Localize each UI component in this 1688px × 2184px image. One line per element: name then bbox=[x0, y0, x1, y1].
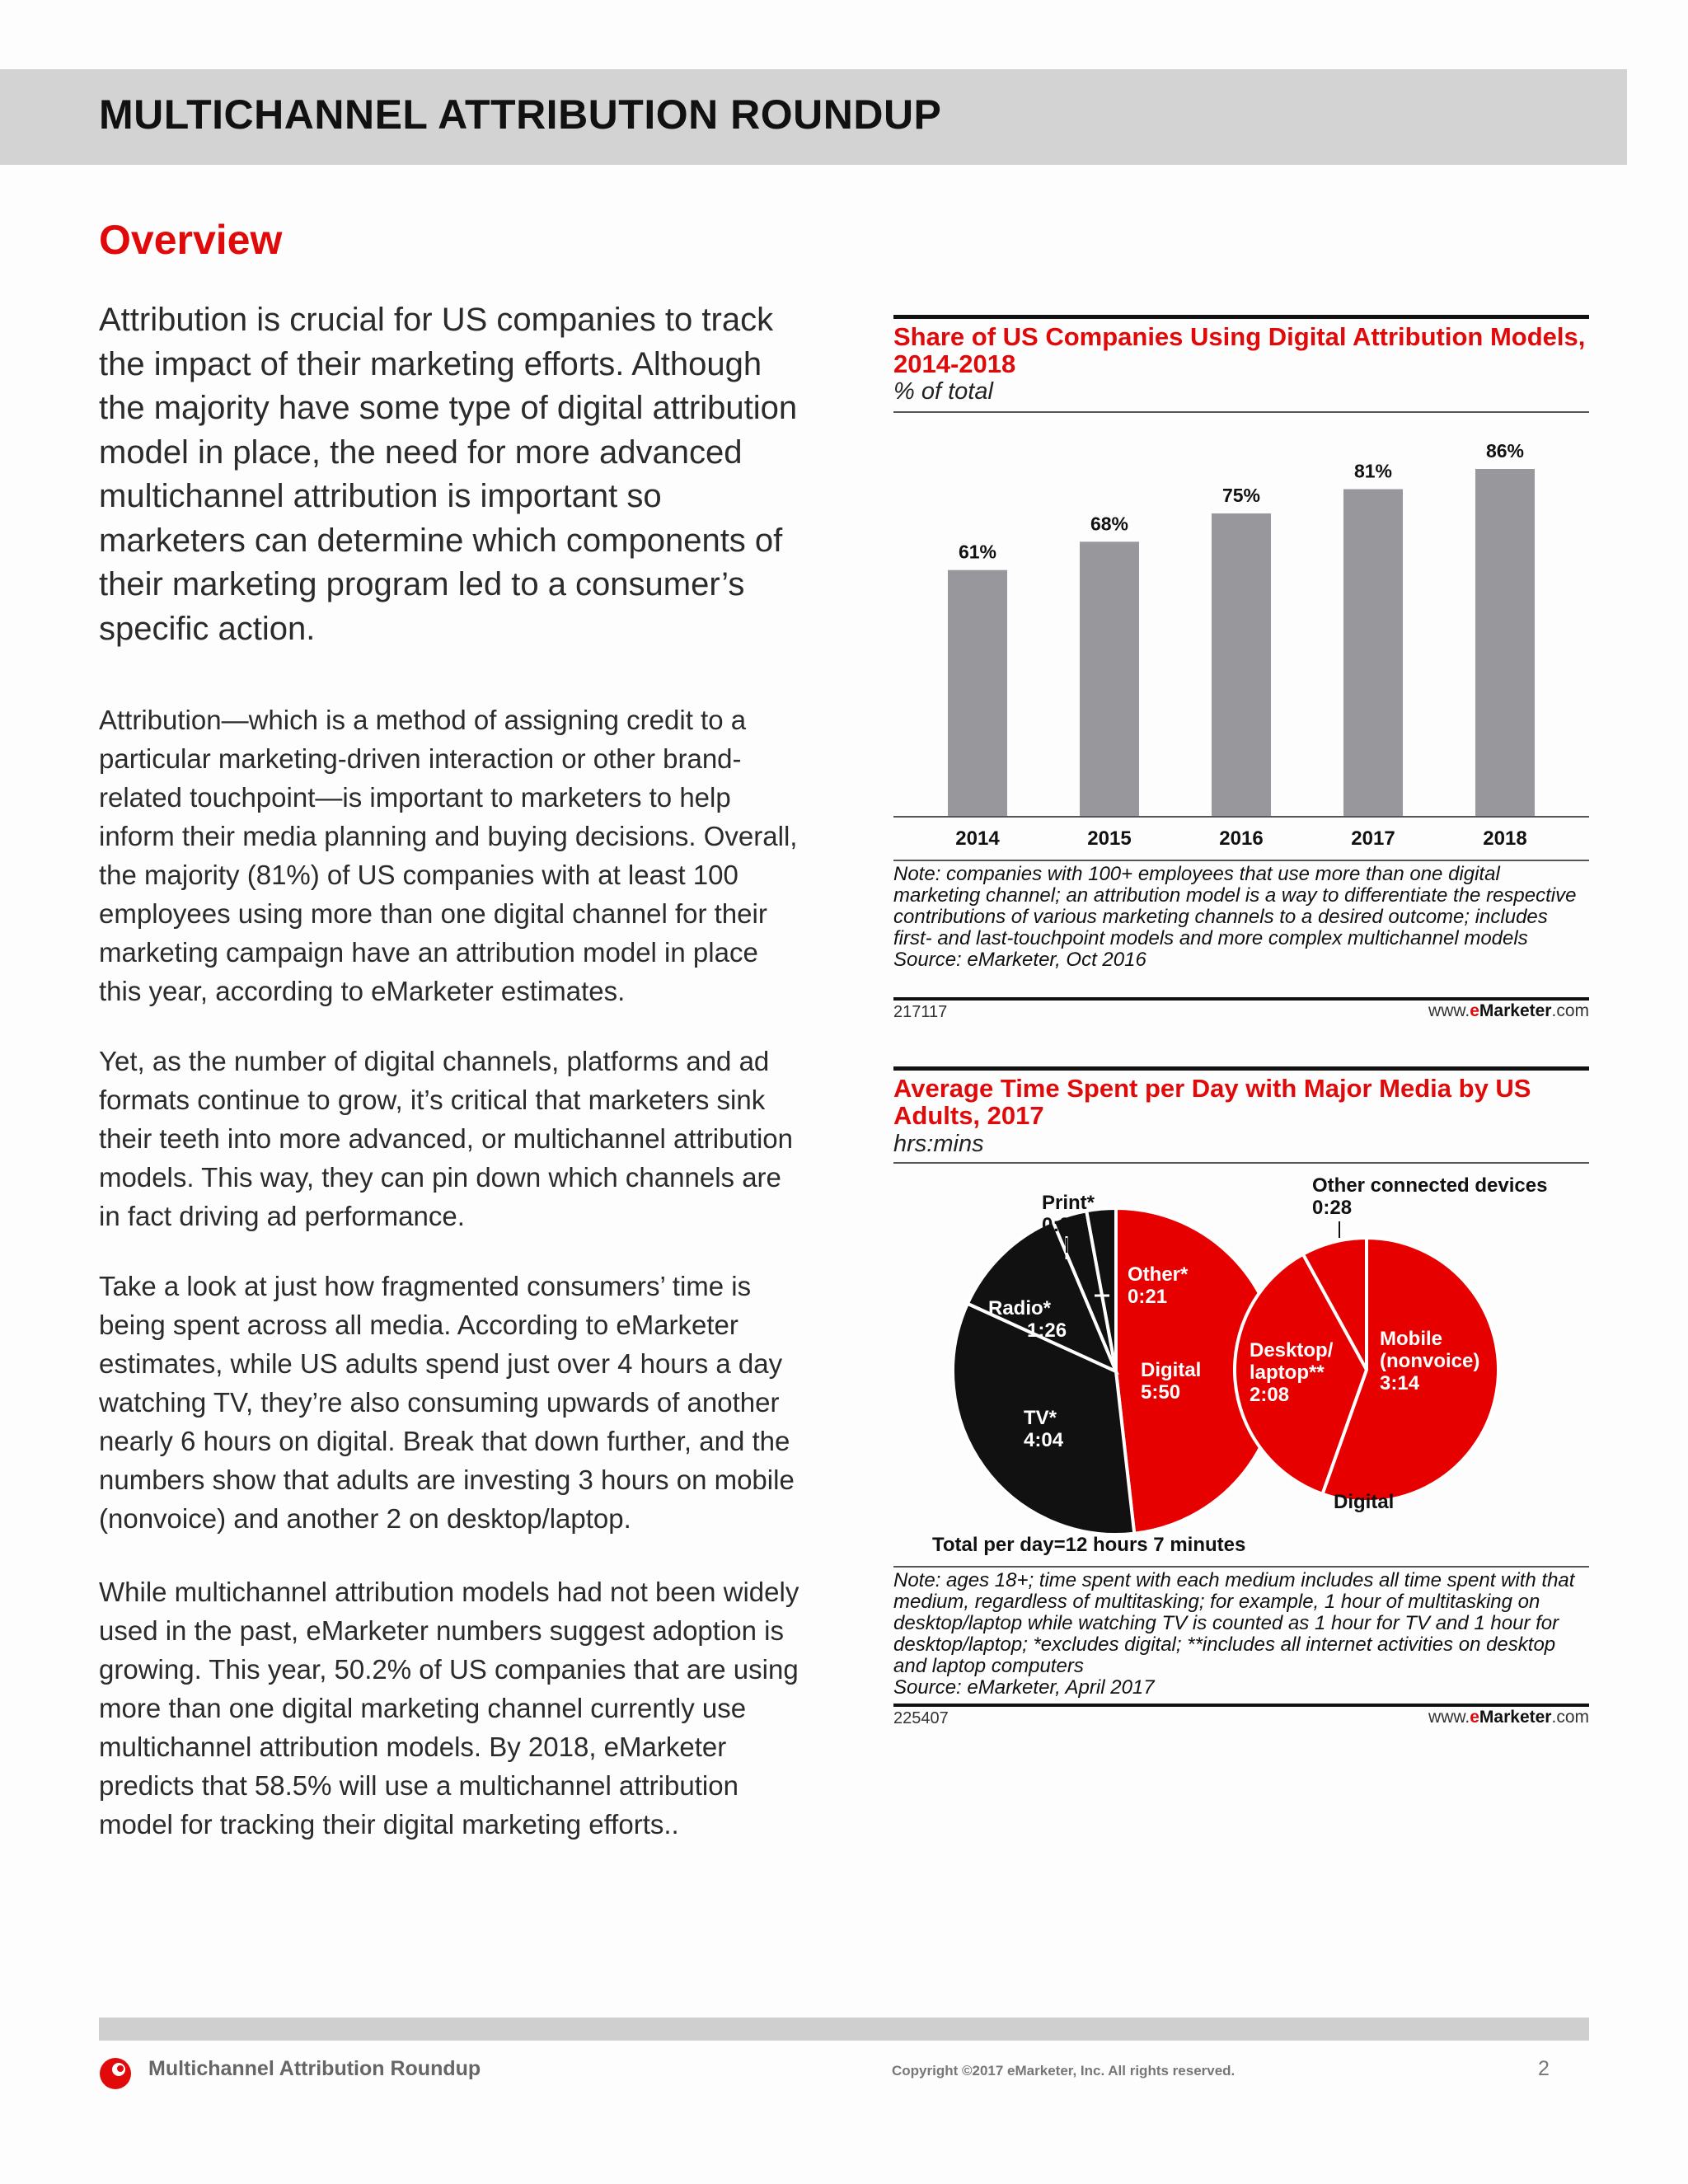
bar-value-label: 81% bbox=[1353, 460, 1393, 482]
page-header-title: MULTICHANNEL ATTRIBUTION ROUNDUP bbox=[99, 91, 942, 138]
bar-2015 bbox=[1080, 541, 1139, 817]
chart2-note: Note: ages 18+; time spent with each medium includes all time spent with that medium, regardless of multitasking; for example, 1 hour of multitasking on desktop/laptop while watching TV is counted as 1 hour for TV and 1 hour for desktop/laptop; *excludes digital; **includes all internet activities on desktop and laptop computers Source: eMarketer, April 2017 bbox=[893, 1569, 1575, 1699]
bar-2018 bbox=[1475, 469, 1535, 817]
body-paragraph-4: While multichannel attribution models had not been widely used in the past, eMarketer numbers suggest adoption is growing. This year, 50.2% of US companies that are using more than one digital marketing channel currently use multichannel attribution models. By 2018, eMarketer predicts that 58.5% will use a multichannel attribution model for tracking their digital marketing efforts.. bbox=[99, 1577, 799, 1840]
pie-slice-label: Print* 0:25 bbox=[1042, 1192, 1095, 1236]
body-paragraph-2: Yet, as the number of digital channels, platforms and ad formats continue to grow, it’s critical that marketers sink their teeth into more advanced, or multichannel attribution models. This way, they can pin down which channels are in fact driving ad performance. bbox=[99, 1046, 793, 1231]
bar-2017 bbox=[1343, 490, 1403, 817]
bar-2016 bbox=[1212, 513, 1271, 817]
bar-value-label: 61% bbox=[958, 541, 997, 563]
chart1-source-rule bbox=[893, 997, 1589, 1001]
body-paragraph-3: Take a look at just how fragmented consumers’ time is being spent across all media. According to eMarketer estimates, while US adults spend just over 4 hours a day watching TV, they’re also consuming upwards of another nearly 6 hours on digital. Break that down further, and the numbers show that adults are investing 3 hours on mobile (nonvoice) and another 2 on desktop/laptop. bbox=[99, 1271, 795, 1534]
pie-slice-label: 1:26 bbox=[1027, 1319, 1067, 1342]
section-title: Overview bbox=[99, 217, 283, 263]
chart1-bottom-rule bbox=[893, 860, 1589, 861]
pie-slice-label: Digital 5:50 bbox=[1141, 1359, 1202, 1404]
pie-slice-label: Total per day=12 hours 7 minutes bbox=[932, 1534, 1246, 1556]
chart1-top-rule bbox=[893, 315, 1589, 319]
footer-band bbox=[99, 2018, 1589, 2041]
pie-slice-label: TV* 4:04 bbox=[1024, 1407, 1064, 1451]
x-tick-label: 2018 bbox=[1483, 827, 1527, 850]
chart1-subtitle: % of total bbox=[893, 378, 993, 405]
x-tick-label: 2014 bbox=[955, 827, 1000, 850]
chart2-code: 225407 bbox=[893, 1709, 949, 1727]
pie-slice-label: Digital bbox=[1334, 1491, 1395, 1513]
chart2-source-rule bbox=[893, 1704, 1589, 1707]
bar-value-label: 75% bbox=[1221, 484, 1261, 506]
chart1-note: Note: companies with 100+ employees that use more than one digital marketing channel; an attribution model is a way to differentiate the respective contributions of various marketing channels to a desired outcome; includes first- and last-touchpoint models and more complex multichannel models Source: eMarketer, Oct 2016 bbox=[893, 863, 1577, 971]
pie-chart bbox=[893, 1164, 1589, 1566]
page-number: 2 bbox=[1538, 2057, 1550, 2080]
x-tick-label: 2016 bbox=[1219, 827, 1264, 850]
chart1-title: Share of US Companies Using Digital Attribution Models, 2014-2018 bbox=[893, 322, 1586, 378]
bar-chart bbox=[893, 416, 1589, 861]
bar-value-label: 86% bbox=[1485, 440, 1525, 462]
pie-slice-label: Desktop/ laptop** 2:08 bbox=[1250, 1339, 1334, 1406]
pie-slice-label: Other* 0:21 bbox=[1128, 1263, 1189, 1308]
footer-copyright: Copyright ©2017 eMarketer, Inc. All rights reserved. bbox=[892, 2063, 1236, 2079]
chart2-site-link[interactable]: www.eMarketer.com bbox=[1428, 1708, 1589, 1727]
chart1-code: 217117 bbox=[893, 1003, 948, 1021]
chart2-subtitle: hrs:mins bbox=[893, 1131, 984, 1157]
chart2-top-rule bbox=[893, 1066, 1589, 1071]
pie-slice-label: Radio* bbox=[988, 1297, 1052, 1319]
body-paragraph-1: Attribution—which is a method of assigning credit to a particular marketing-driven interaction or other brand-related touchpoint—is important to marketers to help inform their media planning and buying decisions. Overall, the majority (81%) of US companies with at least 100 employees using more than one digital channel for their marketing campaign have an attribution model in place this year, according to eMarketer estimates. bbox=[99, 705, 798, 1006]
bar-2014 bbox=[948, 570, 1007, 817]
x-tick-label: 2017 bbox=[1351, 827, 1395, 850]
emarketer-logo-icon bbox=[99, 2055, 135, 2092]
chart2-total-rule bbox=[893, 1566, 1589, 1568]
footer-title: Multichannel Attribution Roundup bbox=[148, 2057, 481, 2080]
pie-slice-label: Other connected devices 0:28 bbox=[1312, 1174, 1548, 1219]
chart1-site-link[interactable]: www.eMarketer.com bbox=[1428, 1001, 1589, 1020]
x-tick-label: 2015 bbox=[1087, 827, 1132, 850]
chart1-subtitle-rule bbox=[893, 411, 1589, 413]
pie-slice-label: Mobile (nonvoice) 3:14 bbox=[1380, 1328, 1480, 1394]
bar-value-label: 68% bbox=[1090, 513, 1129, 535]
lead-paragraph: Attribution is crucial for US companies to track the impact of their marketing efforts. Although the majority have some type of digital attribution model in place, the need for more advanced multichannel attribution is important so marketers can determine which components of their marketing program led to a consumer’s specific action. bbox=[99, 302, 798, 647]
chart2-title: Average Time Spent per Day with Major Media by US Adults, 2017 bbox=[893, 1074, 1531, 1130]
